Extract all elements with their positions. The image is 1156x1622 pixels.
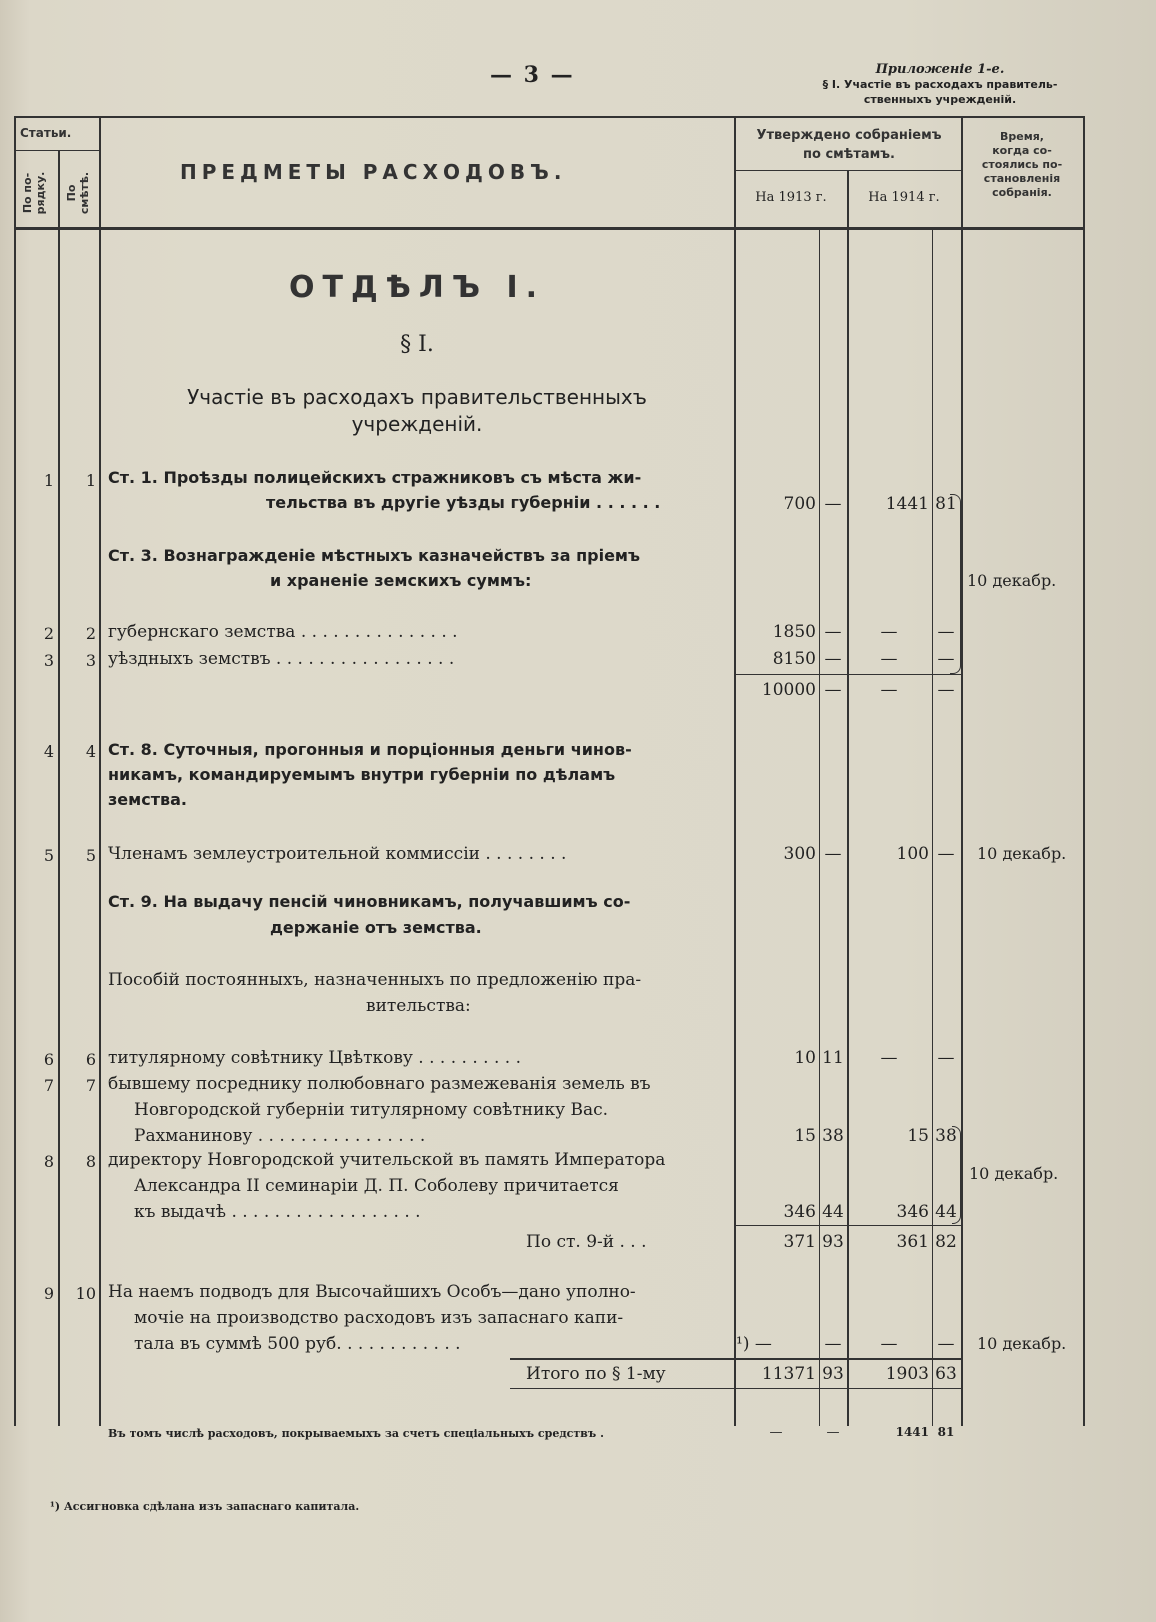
row5-1914-rub: 100 [896, 844, 929, 864]
brace-1 [950, 494, 961, 674]
row7-text-1: бывшему посреднику полюбовнаго размежеванія земель въ [108, 1074, 651, 1094]
table-top-border [14, 116, 1084, 118]
row8-1913-rub: 346 [783, 1202, 816, 1222]
special-1914-rub: 1441 [895, 1425, 929, 1439]
row3-1913-rub: 8150 [772, 649, 816, 669]
section-otdel: ОТДѢЛЪ I. [289, 270, 545, 305]
row2-1914-kop: — [937, 622, 955, 642]
row7-text-2: Новгородской губерніи титулярному совѣтнику Вас. [134, 1100, 609, 1120]
stati-underline [14, 150, 99, 151]
date-2: 10 декабр. [977, 844, 1067, 863]
col-divider-5 [961, 116, 963, 1426]
row6-1914-rub: — [880, 1048, 898, 1068]
row5-text: Членамъ землеустроительной коммиссіи . . . . . . . . [108, 844, 567, 864]
row8-order: 8 [43, 1152, 54, 1171]
row9-text-3: тала въ суммѣ 500 руб. . . . . . . . . . . . [134, 1334, 461, 1354]
row1-estimate: 1 [85, 471, 96, 490]
row6-estimate: 6 [85, 1050, 96, 1069]
row8-estimate: 8 [85, 1152, 96, 1171]
st8-line2: никамъ, командируемымъ внутри губерніи по дѣламъ [108, 765, 616, 784]
st3-line1: Ст. 3. Вознагражденіе мѣстныхъ казначействъ за пріемъ [108, 546, 641, 565]
special-1913-rub: — [769, 1425, 783, 1440]
posobiya-line1: Пособій постоянныхъ, назначенныхъ по предложенію пра- [108, 970, 642, 990]
section-paragraph: § I. [400, 332, 434, 357]
total-top-line [510, 1358, 961, 1360]
row2-1913-rub: 1850 [772, 622, 816, 642]
brace-2 [952, 1126, 961, 1224]
row3-1914-rub: — [880, 649, 898, 669]
row5-1914-kop: — [937, 844, 955, 864]
table-left-border [14, 116, 16, 1426]
st1-1914-rub: 1441 [885, 494, 929, 514]
row4-estimate: 4 [85, 742, 96, 761]
header-po-smete: По смѣтѣ. [65, 171, 91, 215]
total-1913-kop: 93 [822, 1364, 844, 1384]
row5-1913-rub: 300 [783, 844, 816, 864]
special-1913-kop: — [826, 1425, 840, 1440]
st1-1913-kop: — [824, 494, 842, 514]
special-funds-text: Въ томъ числѣ расходовъ, покрываемыхъ за счетъ спеціальныхъ средствъ . [108, 1427, 604, 1440]
appendix-heading [790, 62, 1090, 107]
st8-line1: Ст. 8. Суточныя, прогонныя и порціонныя деньги чинов- [108, 740, 632, 759]
st9-sum-1914-kop: 82 [935, 1232, 957, 1252]
row7-estimate: 7 [85, 1076, 96, 1095]
section-title-1: Участіе въ расходахъ правительственныхъ [187, 385, 647, 409]
row3-text: уѣздныхъ земствъ . . . . . . . . . . . . . . . . . [108, 649, 455, 669]
st9-sum-1913-rub: 371 [783, 1232, 816, 1252]
date-4: 10 декабр. [977, 1334, 1067, 1353]
st3-sum-1914-kop: — [937, 680, 955, 700]
row6-text: титулярному совѣтнику Цвѣткову . . . . . . . . . . [108, 1048, 521, 1068]
st9-sum-label: По ст. 9-й . . . [526, 1232, 647, 1252]
row8-text-3: къ выдачѣ . . . . . . . . . . . . . . . . . . [134, 1202, 421, 1222]
appendix-subtitle-1: § I. Участіе въ расходахъ правитель- [822, 78, 1058, 91]
row2-1913-kop: — [824, 622, 842, 642]
row7-1914-rub: 15 [907, 1126, 929, 1146]
header-utverzhdeno-1: Утверждено собраніемъ [756, 128, 942, 143]
st9-line2: держаніе отъ земства. [270, 918, 482, 937]
row9-text-1: На наемъ подводъ для Высочайшихъ Особъ—дано уполно- [108, 1282, 636, 1302]
st1-1914-kop: 81 [935, 494, 957, 514]
st9-sum-1913-kop: 93 [822, 1232, 844, 1252]
page-number: — 3 — [490, 62, 575, 88]
col-divider-2 [99, 116, 101, 1426]
row9-estimate: 10 [75, 1284, 96, 1303]
st3-sum-1913-kop: — [824, 680, 842, 700]
row7-1913-kop: 38 [822, 1126, 844, 1146]
header-utverzhdeno-2: по смѣтамъ. [803, 147, 895, 162]
table-right-border [1083, 116, 1085, 1426]
row3-1913-kop: — [824, 649, 842, 669]
st3-line2: и храненіе земскихъ суммъ: [270, 571, 532, 590]
st3-sum-line [734, 674, 961, 675]
row2-order: 2 [43, 624, 54, 643]
row2-estimate: 2 [85, 624, 96, 643]
row9-1913-kop: — [824, 1334, 842, 1354]
date-3: 10 декабр. [969, 1164, 1059, 1183]
row9-1914-rub: — [880, 1334, 898, 1354]
header-po-poryadku: По по-рядку. [21, 171, 47, 215]
row3-estimate: 3 [85, 651, 96, 670]
st1-line1: Ст. 1. Проѣзды полицейскихъ стражниковъ съ мѣста жи- [108, 468, 642, 487]
row7-1913-rub: 15 [794, 1126, 816, 1146]
st8-line3: земства. [108, 790, 187, 809]
row6-1913-kop: 11 [822, 1048, 844, 1068]
st9-line1: Ст. 9. На выдачу пенсій чиновникамъ, получавшимъ со- [108, 892, 631, 911]
total-bottom-line [510, 1388, 961, 1389]
posobiya-line2: вительства: [366, 996, 471, 1016]
st1-line2: тельства въ другіе уѣзды губерніи . . . . . . [266, 493, 661, 512]
row7-order: 7 [43, 1076, 54, 1095]
section-title-2: учрежденій. [351, 412, 483, 436]
total-1914-rub: 1903 [885, 1364, 929, 1384]
col-divider-1 [58, 150, 60, 1426]
row9-text-2: мочіе на производство расходовъ изъ запаснаго капи- [134, 1308, 624, 1328]
col-divider-kop2 [932, 230, 933, 1426]
row7-1914-kop: 38 [935, 1126, 957, 1146]
total-1913-rub: 11371 [761, 1364, 816, 1384]
row8-text-1: директору Новгородской учительской въ память Императора [108, 1150, 666, 1170]
appendix-subtitle-2: ственныхъ учрежденій. [863, 93, 1017, 106]
st9-sum-1914-rub: 361 [896, 1232, 929, 1252]
st3-sum-1914-rub: — [880, 680, 898, 700]
row2-text: губернскаго земства . . . . . . . . . . . . . . . [108, 622, 458, 642]
row3-1914-kop: — [937, 649, 955, 669]
st3-sum-1913-rub: 10000 [761, 680, 816, 700]
header-year-1914: На 1914 г. [868, 190, 940, 205]
special-1914-kop: 81 [937, 1425, 955, 1439]
utverzhdeno-underline [734, 170, 961, 171]
st1-1913-rub: 700 [783, 494, 816, 514]
row7-text-3: Рахманинову . . . . . . . . . . . . . . . . [134, 1126, 426, 1146]
row9-1914-kop: — [937, 1334, 955, 1354]
header-stati: Статьи. [20, 126, 72, 140]
row5-1913-kop: — [824, 844, 842, 864]
row2-1914-rub: — [880, 622, 898, 642]
header-bottom-border [14, 227, 1084, 230]
row9-1913-rub: ¹) — [736, 1334, 772, 1354]
row5-estimate: 5 [85, 846, 96, 865]
row4-order: 4 [43, 742, 54, 761]
row5-order: 5 [43, 846, 54, 865]
header-vremya: Время, когда со- стоялись по- становленія собранія. [981, 130, 1063, 199]
appendix-title: Приложеніе 1-е. [875, 62, 1005, 77]
total-1914-kop: 63 [935, 1364, 957, 1384]
total-label: Итого по § 1-му [526, 1364, 666, 1384]
row3-order: 3 [43, 651, 54, 670]
header-year-1913: На 1913 г. [755, 190, 827, 205]
row8-1914-rub: 346 [896, 1202, 929, 1222]
row6-1914-kop: — [937, 1048, 955, 1068]
row1-order: 1 [43, 471, 54, 490]
row8-1913-kop: 44 [822, 1202, 844, 1222]
footnote: ¹) Ассигновка сдѣлана изъ запаснаго капитала. [50, 1500, 360, 1513]
row6-1913-rub: 10 [794, 1048, 816, 1068]
st9-sum-line [734, 1225, 961, 1226]
date-1: 10 декабр. [967, 571, 1057, 590]
col-divider-3 [734, 116, 736, 1426]
row8-text-2: Александра II семинаріи Д. П. Соболеву причитается [134, 1176, 619, 1196]
col-divider-kop1 [819, 230, 820, 1426]
row8-1914-kop: 44 [935, 1202, 957, 1222]
row6-order: 6 [43, 1050, 54, 1069]
header-predmety: ПРЕДМЕТЫ РАСХОДОВЪ. [180, 160, 567, 184]
row9-order: 9 [43, 1284, 54, 1303]
